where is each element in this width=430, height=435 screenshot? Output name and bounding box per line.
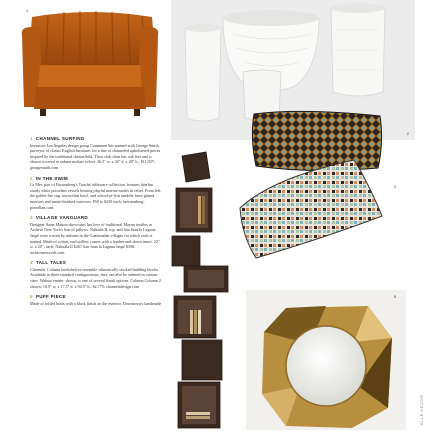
- figure-2-number: 2: [406, 131, 409, 136]
- section-title: TALL TALES: [35, 260, 67, 266]
- section-body: Channels' Column bookshelves resemble whimsically stacked building blocks. Available in three standard configurations, they can also be ordered in custom sizes. Walnut veneer, shown, is one of several finish options. Column Column 2 shown: 18.9" w. x 17.5" d. x 94.9" h.; $2,775; channelsdesign.com: [30, 266, 161, 289]
- section-body: La Mer, part of Fürstenberg's Touché tableware collection, features thin but sturdy white porcelain vessels bearing playful marine motifs in relief. From left, the goblet-lite cup, sea-urchin bowl, and school-of-fish tumbler have glazed interiors and matte-finished exteriors. $50 to $250 each; fuerstenberg-porzellan.com: [30, 182, 162, 210]
- column-bookshelf-image: [154, 150, 234, 430]
- figure-4-bookshelf: [154, 150, 234, 430]
- woven-pillows-image: [232, 108, 402, 268]
- section-puff-piece: [30, 294, 162, 306]
- section-heading: [30, 215, 162, 221]
- figure-4-number: 4: [184, 162, 187, 167]
- section-heading: [30, 136, 162, 142]
- section-village-vanguard: [30, 215, 162, 255]
- section-number: 2: [30, 175, 33, 181]
- section-title: PUFF PIECE: [35, 294, 66, 300]
- section-tall-tales: [30, 260, 162, 289]
- figure-5-mirror: [246, 290, 406, 430]
- section-number: 4: [30, 260, 33, 266]
- figure-3-number: 3: [393, 184, 396, 189]
- figure-3-pillows: [232, 108, 402, 268]
- brass-mirror-image: [246, 290, 406, 430]
- section-title: IN THE SWIM: [35, 175, 68, 181]
- section-heading: [30, 260, 162, 266]
- section-number: 3: [30, 215, 33, 221]
- section-body: Made of folded brass with a black finish on the exterior, Downtown's handmade: [30, 300, 162, 306]
- section-number: 5: [30, 294, 33, 300]
- article-text-column: [30, 136, 162, 306]
- section-channel-surfing: [30, 136, 162, 171]
- section-title: CHANNEL SURFING: [35, 136, 85, 141]
- magazine-folio: ELLE DECOR: [419, 394, 424, 425]
- figure-1-number: 1: [26, 8, 29, 13]
- figure-5-number: 5: [393, 294, 396, 299]
- section-heading: [30, 294, 162, 300]
- section-body: Designer Anna Marion showcases her love of traditional Mayan textiles in Archive New York's line of pillows. Nahuala II, top, and San Juan la Laguna Jaspé were woven by artisans in the Guatemalan villages for which each is named. Made of cotton, each pillow comes with a feather-and-down insert. 22" w. x 20"; each; Nahuala II $267 San Juan la Laguna Jaspé $398; archivenewyork.com: [30, 221, 160, 255]
- section-body: Inventive Los Angeles design group Commune has teamed with George Smith, purveyor of classic English furniture, for a line of channeled upholstered pieces inspired by the traditional chesterfield. Their club chair has oak feet and is shown covered in auburn mohair velvet. 36.5" w. x 34" d. x 28" h.; $11,937; georgesmith.com: [30, 142, 161, 170]
- section-number: 1: [30, 136, 33, 141]
- section-in-the-swim: [30, 176, 162, 211]
- section-heading: [30, 176, 162, 182]
- armchair-image: [10, 5, 170, 130]
- figure-1-armchair: [10, 5, 170, 130]
- section-title: VILLAGE VANGUARD: [35, 215, 89, 221]
